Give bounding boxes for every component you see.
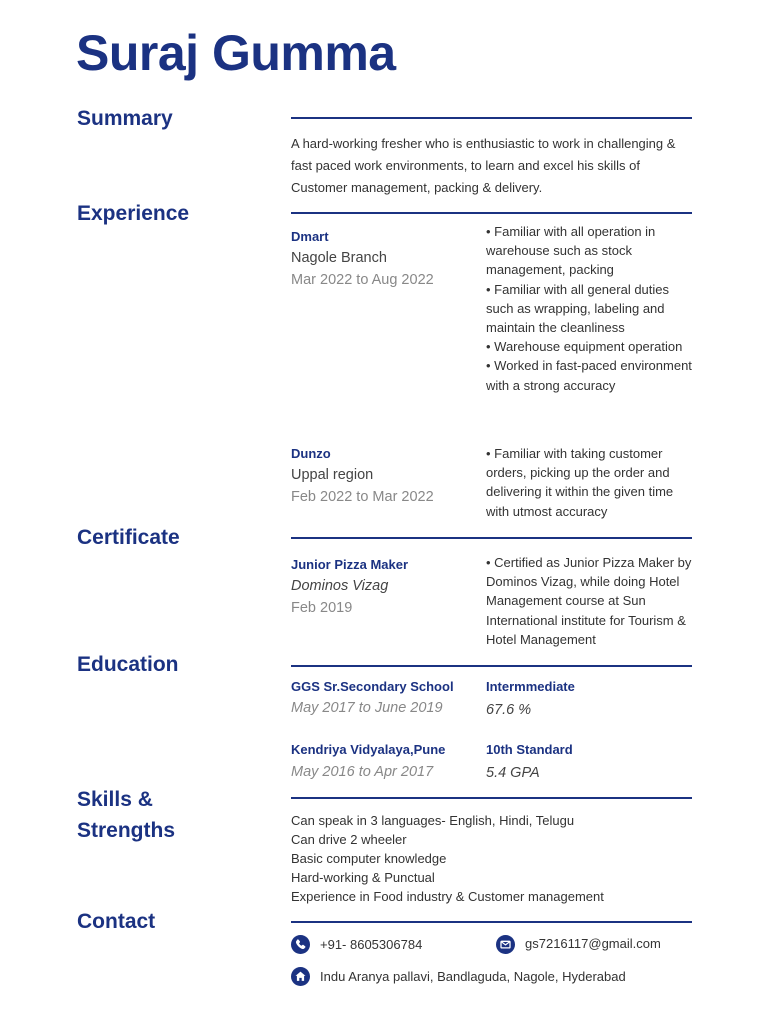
experience-heading: Experience (77, 202, 190, 225)
job-duties: • Familiar with taking customer orders, picking up the order and delivering it within the given time with utmost accuracy (486, 446, 674, 519)
certificate-heading: Certificate (77, 526, 180, 549)
skill-item: Can drive 2 wheeler (291, 832, 407, 847)
education-level: Intermmediate (486, 679, 575, 694)
contact-email[interactable]: gs7216117@gmail.com (525, 936, 661, 951)
job-dates: Feb 2022 to Mar 2022 (291, 489, 434, 505)
certificate-date: Feb 2019 (291, 600, 353, 616)
skill-item: Hard-working & Punctual (291, 870, 435, 885)
summary-divider (291, 117, 692, 119)
education-level: 10th Standard (486, 742, 573, 757)
summary-heading: Summary (77, 107, 173, 130)
job-location: Uppal region (291, 467, 374, 483)
summary-text: A hard-working fresher who is enthusiastic to work in challenging & fast paced work environments, to learn and excel his skills of Customer management, packing & delivery. (291, 136, 676, 195)
education-score: 5.4 GPA (486, 765, 540, 781)
education-school: Kendriya Vidyalaya,Pune (291, 742, 446, 757)
education-dates: May 2016 to Apr 2017 (291, 764, 434, 780)
skills-heading-line1: Skills & (77, 788, 153, 811)
job-company: Dmart (291, 229, 329, 244)
skills-heading (77, 784, 175, 846)
skill-item: Experience in Food industry & Customer management (291, 889, 604, 904)
education-score: 67.6 % (486, 702, 532, 718)
contact-divider (291, 921, 692, 923)
home-icon (291, 967, 310, 986)
job-dates: Mar 2022 to Aug 2022 (291, 272, 434, 288)
resume-name: Suraj Gumma (76, 25, 396, 81)
skill-item: Basic computer knowledge (291, 851, 447, 866)
skills-divider (291, 797, 692, 799)
contact-phone[interactable]: +91- 8605306784 (320, 937, 423, 952)
job-location: Nagole Branch (291, 250, 387, 266)
job-duties: • Familiar with all operation in warehouse such as stock management, packing • Familiar with all general duties such as wrapping, labeling and maintain the cleanliness • Warehouse equipment operation • Worked in fast-paced environment with a strong accuracy (486, 224, 692, 393)
skills-heading-line2: Strengths (77, 819, 176, 842)
education-heading: Education (77, 653, 179, 676)
phone-icon (291, 935, 310, 954)
certificate-description: • Certified as Junior Pizza Maker by Dominos Vizag, while doing Hotel Management course at Sun International institute for Tourism & Hotel Management (486, 555, 692, 647)
experience-divider (291, 212, 692, 214)
education-school: GGS Sr.Secondary School (291, 679, 454, 694)
skill-item: Can speak in 3 languages- English, Hindi, Telugu (291, 813, 575, 828)
contact-address: Indu Aranya pallavi, Bandlaguda, Nagole, Hyderabad (320, 969, 626, 984)
education-dates: May 2017 to June 2019 (291, 700, 443, 716)
contact-heading: Contact (77, 910, 156, 933)
certificate-divider (291, 537, 692, 539)
job-company: Dunzo (291, 446, 331, 461)
email-icon (496, 935, 515, 954)
certificate-issuer: Dominos Vizag (291, 578, 389, 594)
skills-list (291, 811, 604, 906)
education-divider (291, 665, 692, 667)
certificate-name: Junior Pizza Maker (291, 557, 409, 572)
